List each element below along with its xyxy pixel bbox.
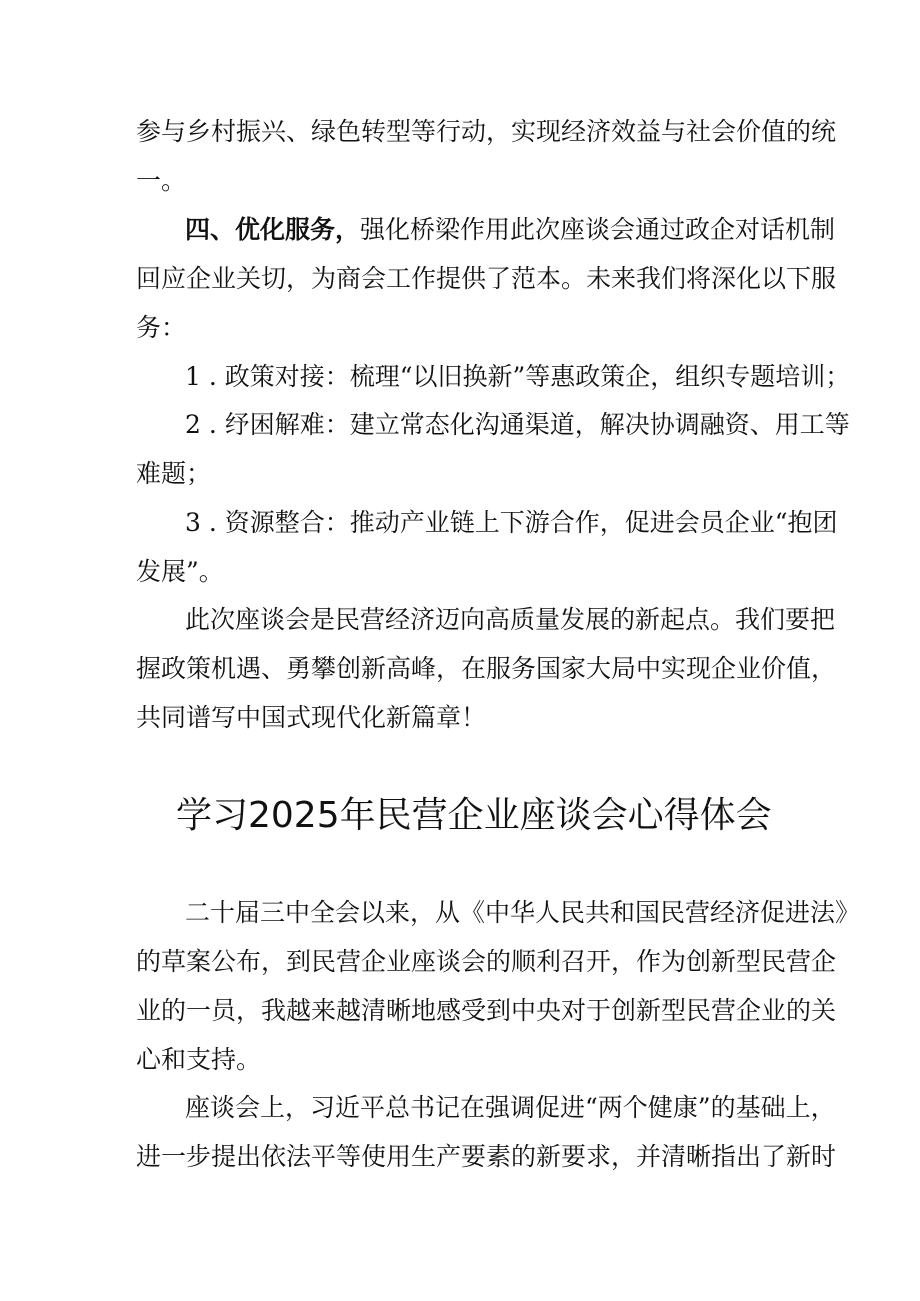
paragraph-line: 进一步提出依法平等使用生产要素的新要求，并清晰指出了新时	[136, 1142, 837, 1171]
paragraph-line: 心和支持。	[136, 1045, 262, 1074]
paragraph-heading-line	[185, 215, 835, 245]
paragraph-line: 参与乡村振兴、绿色转型等行动，实现经济效益与社会价值的统	[136, 117, 837, 146]
section-heading: 四、优化服务，	[185, 215, 361, 244]
list-item: 2 . 纾困解难：建立常态化沟通渠道，解决协调融资、用工等	[185, 410, 850, 439]
paragraph-line: 务：	[136, 313, 187, 342]
paragraph-line: 一。	[136, 166, 187, 195]
paragraph-text: 强化桥梁作用此次座谈会通过政企对话机制	[360, 215, 836, 244]
list-item-continuation: 难题；	[136, 459, 212, 488]
list-item: 3 . 资源整合：推动产业链上下游合作，促进会员企业“抱团	[185, 508, 838, 537]
paragraph-line: 此次座谈会是民营经济迈向高质量发展的新起点。我们要把	[185, 605, 836, 634]
paragraph-line: 座谈会上，习近平总书记在强调促进“两个健康”的基础上，	[185, 1093, 836, 1122]
paragraph-line: 握政策机遇、勇攀创新高峰，在服务国家大局中实现企业价值，	[136, 654, 837, 683]
paragraph-line: 共同谱写中国式现代化新篇章！	[136, 703, 487, 732]
list-item-continuation: 发展”。	[136, 557, 224, 586]
document-title: 学习2025年民营企业座谈会心得体会	[176, 795, 772, 836]
paragraph-line: 业的一员，我越来越清晰地感受到中央对于创新型民营企业的关	[136, 996, 837, 1025]
paragraph-line: 二十届三中全会以来，从《中华人民共和国民营经济促进法》	[185, 898, 861, 927]
list-item: 1 . 政策对接：梳理“以旧换新”等惠政策企，组织专题培训；	[185, 362, 851, 391]
paragraph-line: 的草案公布，到民营企业座谈会的顺利召开，作为创新型民营企	[136, 947, 837, 976]
paragraph-line: 回应企业关切，为商会工作提供了范本。未来我们将深化以下服	[136, 264, 837, 293]
